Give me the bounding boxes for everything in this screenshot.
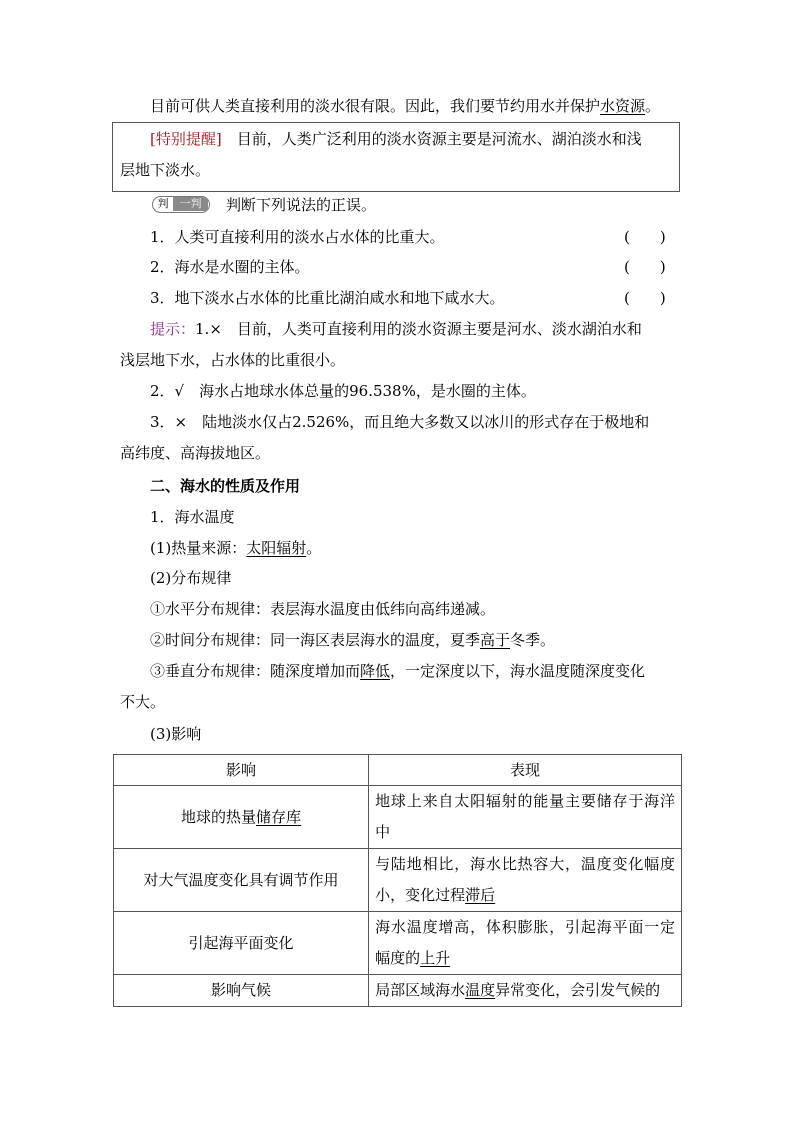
table-row	[114, 849, 682, 912]
answer-1-line2: 浅层地下水，占水体的比重很小。	[120, 351, 346, 369]
distribution-vertical-underlined: 降低	[360, 662, 391, 680]
answer-2: 2．√ 海水占地球水体总量的96.538%，是水圈的主体。	[150, 382, 536, 400]
judge-badge	[152, 196, 210, 213]
cell-text: 异常变化，会引发气候的	[495, 981, 661, 999]
table-cell: 对大气温度变化具有调节作用	[114, 849, 369, 912]
special-note-line1	[150, 129, 642, 149]
table-cell: 引起海平面变化	[114, 912, 369, 975]
special-note-line2: 层地下淡水。	[120, 161, 211, 179]
intro-underlined: 水资源	[600, 97, 646, 115]
cell-text: 海水温度增高，体积膨胀，引起海平面一定幅度的	[375, 918, 675, 967]
distribution-vertical	[150, 661, 645, 681]
answer-3-line2: 高纬度、高海拔地区。	[120, 444, 271, 462]
judge-item: 3．地下淡水占水体的比重比湖泊咸水和地下咸水大。	[150, 289, 505, 307]
distribution-time	[150, 630, 555, 650]
judge-badge-label: 一判	[173, 197, 208, 211]
table-row	[114, 975, 682, 1007]
distribution-time-text: ②时间分布规律：同一海区表层海水的温度，夏季	[150, 631, 481, 649]
answer-3-line1: 3．× 陆地淡水仅占2.526%，而且绝大多数又以冰川的形式存在于极地和	[150, 413, 650, 431]
cell-text: 局部区域海水	[375, 981, 466, 999]
intro-text: 目前可供人类直接利用的淡水很有限。因此，我们要节约用水并保护	[150, 97, 601, 115]
distribution-horizontal: ①水平分布规律：表层海水温度由低纬向高纬递减。	[150, 600, 496, 618]
heat-source-label: (1)热量来源：	[150, 539, 247, 557]
table-cell	[369, 912, 682, 975]
cell-underlined: 储存库	[256, 807, 302, 826]
distribution-time-underlined: 高于	[480, 631, 511, 649]
judge-badge-char: 判	[157, 197, 169, 210]
intro-end: 。	[645, 97, 661, 115]
table-header-manifestation: 表现	[369, 755, 682, 786]
cell-underlined: 温度	[465, 981, 496, 999]
table-cell	[114, 786, 369, 849]
table-cell	[369, 975, 682, 1007]
distribution-vertical-text: ③垂直分布规律：随深度增加而	[150, 662, 361, 680]
table-cell: 地球上来自太阳辐射的能量主要储存于海洋中	[369, 786, 682, 849]
heat-source-value: 太阳辐射	[246, 539, 307, 557]
heat-source-end: 。	[306, 539, 322, 557]
cell-underlined: 滞后	[465, 886, 496, 904]
impact-table	[113, 754, 682, 1007]
cell-text: 地球的热量	[181, 807, 257, 826]
distribution-vertical-line2: 不大。	[120, 693, 166, 711]
distribution-title: (2)分布规律	[150, 569, 232, 587]
judge-instruction: 判断下列说法的正误。	[226, 196, 377, 214]
distribution-vertical-end: ，一定深度以下，海水温度随深度变化	[390, 662, 646, 680]
answer-1-line1	[150, 319, 642, 339]
cell-text: 与陆地相比，海水比热容大，温度变化幅度小，变化过程	[375, 855, 675, 904]
special-note-label: [特别提醒]	[150, 130, 222, 148]
answer-paren: ( )	[624, 228, 666, 246]
cell-underlined: 上升	[420, 949, 451, 967]
table-row	[114, 912, 682, 975]
intro-line	[150, 96, 660, 116]
answer-paren: ( )	[624, 289, 666, 307]
answer-1-text: 1.× 目前，人类可直接利用的淡水资源主要是河水、淡水湖泊水和	[195, 320, 642, 338]
special-note-text1: 目前，人类广泛利用的淡水资源主要是河流水、湖泊淡水和浅	[236, 130, 642, 148]
judge-item: 1．人类可直接利用的淡水占水体的比重大。	[150, 228, 445, 246]
judge-item: 2．海水是水圈的主体。	[150, 258, 310, 276]
subsection-title: 1．海水温度	[150, 508, 235, 526]
table-cell: 影响气候	[114, 975, 369, 1007]
table-cell	[369, 849, 682, 912]
table-header-impact: 影响	[114, 755, 369, 786]
section-heading: 二、海水的性质及作用	[150, 477, 301, 495]
distribution-time-end: 冬季。	[510, 631, 556, 649]
impact-title: (3)影响	[150, 725, 202, 743]
table-header-row	[114, 755, 682, 786]
answer-paren: ( )	[624, 258, 666, 276]
heat-source-line	[150, 538, 321, 558]
table-row	[114, 786, 682, 849]
answers-label: 提示：	[150, 320, 196, 338]
